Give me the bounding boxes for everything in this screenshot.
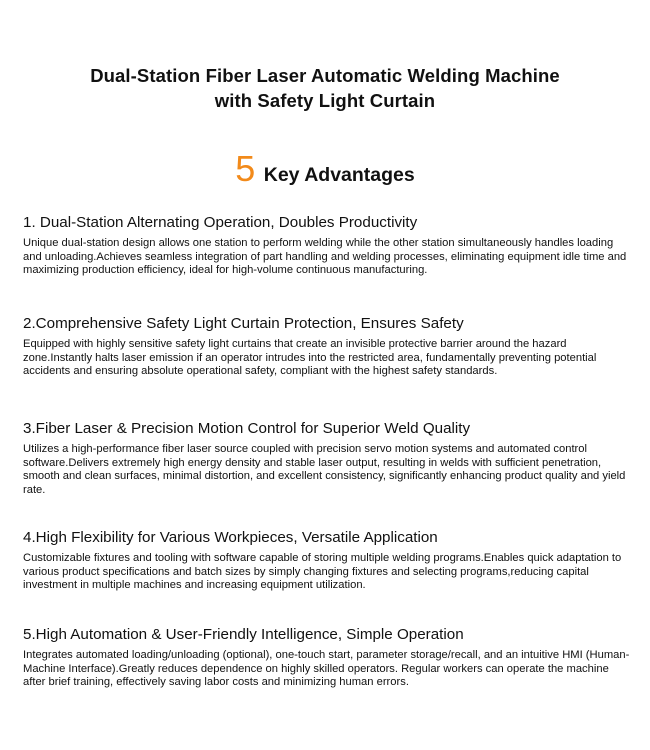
advantage-heading: 1. Dual-Station Alternating Operation, Doubles Productivity bbox=[23, 214, 418, 231]
advantage-section-4 bbox=[23, 529, 633, 593]
key-advantages-heading bbox=[0, 148, 650, 190]
advantage-heading: 3.Fiber Laser & Precision Motion Control for Superior Weld Quality bbox=[23, 420, 471, 437]
advantage-section-3 bbox=[23, 420, 633, 498]
advantage-description: Utilizes a high-performance fiber laser source coupled with precision servo motion systems and automated control software.Delivers extremely high energy density and stable laser output, resulting in welds with sufficient penetration, smooth and clean surfaces, minimal distortion, and excellent consistency, significantly enhancing product quality and yield rate. bbox=[23, 443, 626, 497]
advantage-description: Integrates automated loading/unloading (optional), one-touch start, parameter storage/recall, and an intuitive HMI (Human-Machine Interface).Greatly reduces dependence on highly skilled operators. Regular workers can operate the machine after brief training, effectively saving labor costs and minimizing human errors. bbox=[23, 649, 630, 689]
advantage-heading: 2.Comprehensive Safety Light Curtain Protection, Ensures Safety bbox=[23, 315, 464, 332]
advantage-section-5 bbox=[23, 626, 633, 690]
advantage-heading: 5.High Automation & User-Friendly Intelligence, Simple Operation bbox=[23, 626, 464, 643]
advantage-description: Unique dual-station design allows one station to perform welding while the other station simultaneously handles loading and unloading.Achieves seamless integration of part handling and welding processes, eliminating equipment idle time and maximizing production efficiency, ideal for high-volume continuous manufacturing. bbox=[23, 237, 627, 277]
advantage-description: Customizable fixtures and tooling with software capable of storing multiple welding programs.Enables quick adaptation to various product specifications and batch sizes by simply changing fixtures and selecting programs,reducing capital investment in multiple machines and increasing equipment utilization. bbox=[23, 552, 622, 592]
title-line-2: with Safety Light Curtain bbox=[214, 90, 436, 111]
title-line-1: Dual-Station Fiber Laser Automatic Welding Machine bbox=[90, 65, 560, 86]
key-advantages-label: Key Advantages bbox=[263, 164, 415, 186]
advantage-heading: 4.High Flexibility for Various Workpieces, Versatile Application bbox=[23, 529, 438, 546]
advantage-section-1 bbox=[23, 214, 633, 278]
advantage-section-2 bbox=[23, 315, 633, 379]
advantage-description: Equipped with highly sensitive safety light curtains that create an invisible protective barrier around the hazard zone.Instantly halts laser emission if an operator intrudes into the restricted area, fundamentally preventing potential accidents and ensuring absolute operational safety, compliant with the highest safety standards. bbox=[23, 338, 597, 378]
page-title bbox=[0, 63, 650, 113]
key-advantages-number: 5 bbox=[235, 148, 256, 189]
